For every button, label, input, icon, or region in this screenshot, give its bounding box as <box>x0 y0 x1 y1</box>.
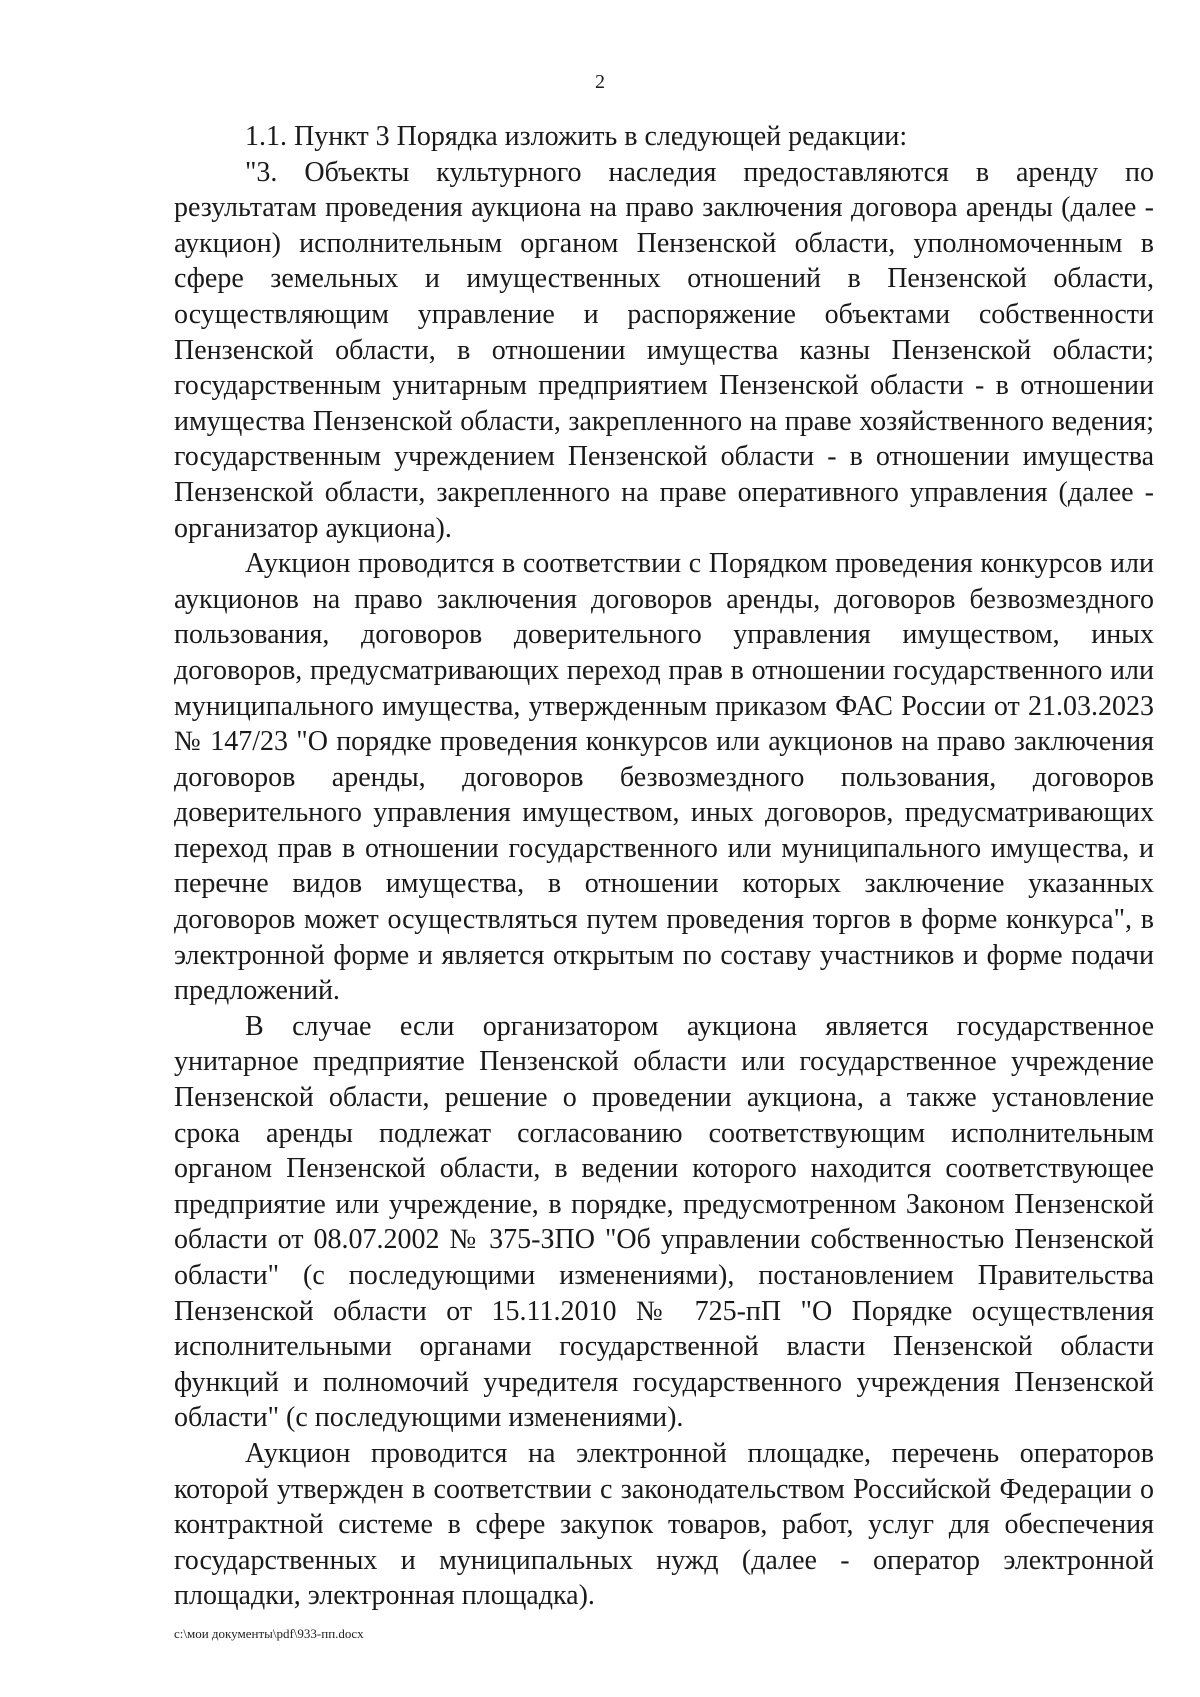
paragraph-item-3-heritage-lease: "3. Объекты культурного наследия предоставляются в аренду по результатам проведения аукциона на право заключения договора аренды (далее - аукцион) исполнительным органом Пензенской области, уполномоченным в сфере земельных и имущественных отношений в Пензенской области, осуществляющим управление и распоряжение объектами собственности Пензенской области, в отношении имущества казны Пензенской области; государственным унитарным предприятием Пензенской области - в отношении имущества Пензенской области, закрепленного на праве хозяйственного ведения; государственным учреждением Пензенской области - в отношении имущества Пензенской области, закрепленного на праве оперативного управления (далее - организатор аукциона). <box>174 156 1154 544</box>
paragraph-electronic-platform: Аукцион проводится на электронной площадке, перечень операторов которой утвержден в соответствии с законодательством Российской Федерации о контрактной системе в сфере закупок товаров, работ, услуг для обеспечения государственных и муниципальных нужд (далее - оператор электронной площадки, электронная площадка). <box>174 1437 1154 1612</box>
paragraph-organizer-approval: В случае если организатором аукциона является государственное унитарное предприятие Пензенской области или государственное учреждение Пензенской области, решение о проведении аукциона, а также установление срока аренды подлежат согласованию соответствующим исполнительным органом Пензенской области, в ведении которого находится соответствующее предприятие или учреждение, в порядке, предусмотренном Законом Пензенской области от 08.07.2002 № 375-ЗПО "Об управлении собственностью Пензенской области" (с последующими изменениями), постановлением Правительства Пензенской области от 15.11.2010 № 725-пП "О Порядке осуществления исполнительными органами государственной власти Пензенской области функций и полномочий учредителя государственного учреждения Пензенской области" (с последующими изменениями). <box>174 1010 1154 1434</box>
paragraph-amendment-intro: 1.1. Пункт 3 Порядка изложить в следующей редакции: <box>245 121 908 152</box>
document-body <box>174 119 1154 1614</box>
page-number: 2 <box>595 71 605 93</box>
footer-file-path: c:\мои документы\pdf\933-пп.docx <box>174 1626 364 1641</box>
paragraph-auction-procedure: Аукцион проводится в соответствии с Порядком проведения конкурсов или аукционов на право заключения договоров аренды, договоров безвозмездного пользования, договоров доверительного управления имуществом, иных договоров, предусматривающих переход прав в отношении государственного или муниципального имущества, утвержденным приказом ФАС России от 21.03.2023 № 147/23 "О порядке проведения конкурсов или аукционов на право заключения договоров аренды, договоров безвозмездного пользования, договоров доверительного управления имуществом, иных договоров, предусматривающих переход прав в отношении государственного или муниципального имущества, и перечне видов имущества, в отношении которых заключение указанных договоров может осуществляться путем проведения торгов в форме конкурса", в электронной форме и является открытым по составу участников и форме подачи предложений. <box>174 548 1154 1007</box>
